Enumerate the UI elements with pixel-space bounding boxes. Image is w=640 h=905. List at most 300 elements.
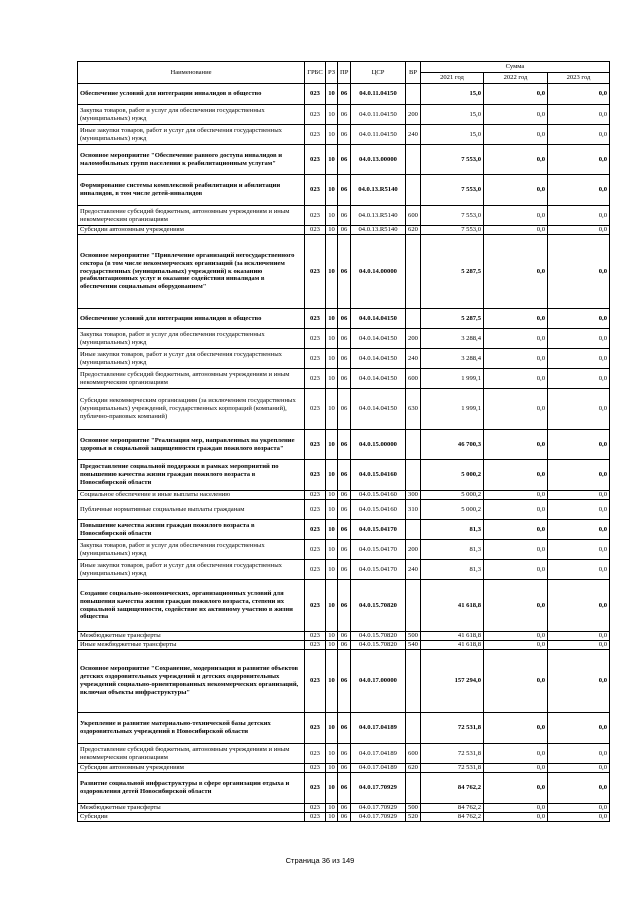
cell-2023: 0,0: [548, 580, 610, 632]
cell-csr: 04.0.15.70820: [351, 641, 406, 650]
cell-2022: 0,0: [484, 226, 548, 235]
cell-2021: 7 553,0: [421, 175, 484, 206]
cell-csr: 04.0.17.70929: [351, 804, 406, 813]
cell-2023: 0,0: [548, 500, 610, 520]
cell-rz: 10: [326, 349, 338, 369]
cell-2022: 0,0: [484, 560, 548, 580]
cell-name: Предоставление субсидий бюджетным, автономным учреждениям и иным некоммерческим организациям: [78, 369, 305, 389]
cell-2021: 81,3: [421, 540, 484, 560]
cell-vr: 600: [406, 369, 421, 389]
cell-csr: 04.0.13.00000: [351, 145, 406, 175]
cell-2021: 15,0: [421, 125, 484, 145]
cell-rz: 10: [326, 560, 338, 580]
cell-2023: 0,0: [548, 540, 610, 560]
cell-pr: 06: [338, 226, 351, 235]
cell-vr: 620: [406, 764, 421, 773]
cell-2023: 0,0: [548, 713, 610, 744]
cell-2022: 0,0: [484, 329, 548, 349]
cell-2021: 72 531,8: [421, 744, 484, 764]
cell-2021: 81,3: [421, 560, 484, 580]
cell-name: Иные закупки товаров, работ и услуг для обеспечения государственных (муниципальных) нужд: [78, 125, 305, 145]
cell-2022: 0,0: [484, 349, 548, 369]
cell-2021: 7 553,0: [421, 226, 484, 235]
cell-name: Межбюджетные трансферты: [78, 632, 305, 641]
cell-2022: 0,0: [484, 175, 548, 206]
cell-2022: 0,0: [484, 713, 548, 744]
cell-rz: 10: [326, 235, 338, 309]
cell-grbs: 023: [305, 650, 326, 713]
cell-grbs: 023: [305, 125, 326, 145]
cell-name: Обеспечение условий для интеграции инвалидов в общество: [78, 84, 305, 105]
cell-2023: 0,0: [548, 145, 610, 175]
cell-2023: 0,0: [548, 430, 610, 460]
cell-grbs: 023: [305, 804, 326, 813]
budget-table: [77, 61, 610, 822]
table-row: [78, 349, 610, 369]
cell-2023: 0,0: [548, 744, 610, 764]
cell-grbs: 023: [305, 309, 326, 329]
cell-name: Иные межбюджетные трансферты: [78, 641, 305, 650]
cell-pr: 06: [338, 813, 351, 822]
cell-grbs: 023: [305, 329, 326, 349]
cell-grbs: 023: [305, 349, 326, 369]
cell-pr: 06: [338, 744, 351, 764]
cell-2023: 0,0: [548, 235, 610, 309]
cell-name: Закупка товаров, работ и услуг для обеспечения государственных (муниципальных) нужд: [78, 105, 305, 125]
table-row: [78, 560, 610, 580]
cell-2023: 0,0: [548, 632, 610, 641]
cell-grbs: 023: [305, 500, 326, 520]
cell-vr: 620: [406, 226, 421, 235]
header-sum: Сумма: [421, 62, 610, 73]
cell-name: Обеспечение условий для интеграции инвалидов в общество: [78, 309, 305, 329]
cell-csr: 04.0.17.04189: [351, 713, 406, 744]
table-row: [78, 491, 610, 500]
cell-grbs: 023: [305, 744, 326, 764]
cell-grbs: 023: [305, 175, 326, 206]
table-row: [78, 520, 610, 540]
cell-pr: 06: [338, 175, 351, 206]
header-year-2021: 2021 год: [421, 73, 484, 84]
cell-csr: 04.0.15.04170: [351, 560, 406, 580]
cell-csr: 04.0.15.70820: [351, 580, 406, 632]
cell-vr: [406, 309, 421, 329]
cell-rz: 10: [326, 813, 338, 822]
cell-csr: 04.0.14.04150: [351, 329, 406, 349]
table-row: [78, 145, 610, 175]
cell-csr: 04.0.13.R5140: [351, 226, 406, 235]
cell-name: Основное мероприятие "Реализация мер, направленных на укрепление здоровья и социальной защищенности граждан пожилого возраста": [78, 430, 305, 460]
table-row: [78, 500, 610, 520]
cell-name: Предоставление социальной поддержки в рамках мероприятий по повышению качества жизни граждан пожилого возраста в Новосибирской области: [78, 460, 305, 491]
table-row: [78, 206, 610, 226]
cell-2023: 0,0: [548, 175, 610, 206]
cell-grbs: 023: [305, 206, 326, 226]
table-row: [78, 813, 610, 822]
cell-rz: 10: [326, 713, 338, 744]
cell-2021: 84 762,2: [421, 813, 484, 822]
cell-csr: 04.0.15.04170: [351, 520, 406, 540]
table-row: [78, 460, 610, 491]
cell-grbs: 023: [305, 773, 326, 804]
cell-rz: 10: [326, 650, 338, 713]
cell-2022: 0,0: [484, 500, 548, 520]
cell-rz: 10: [326, 460, 338, 491]
table-row: [78, 650, 610, 713]
cell-name: Закупка товаров, работ и услуг для обеспечения государственных (муниципальных) нужд: [78, 329, 305, 349]
cell-name: Формирование системы комплексной реабилитации и абилитации инвалидов, в том числе детей-инвалидов: [78, 175, 305, 206]
cell-grbs: 023: [305, 580, 326, 632]
cell-2021: 1 999,1: [421, 369, 484, 389]
cell-2022: 0,0: [484, 369, 548, 389]
cell-2021: 7 553,0: [421, 145, 484, 175]
cell-vr: 540: [406, 641, 421, 650]
header-vr: ВР: [406, 62, 421, 84]
cell-rz: 10: [326, 632, 338, 641]
cell-csr: 04.0.15.04160: [351, 491, 406, 500]
cell-2023: 0,0: [548, 764, 610, 773]
table-row: [78, 226, 610, 235]
cell-2021: 5 000,2: [421, 460, 484, 491]
cell-pr: 06: [338, 430, 351, 460]
cell-2023: 0,0: [548, 641, 610, 650]
cell-name: Основное мероприятие "Привлечение организаций негосударственного сектора (в том числе некоммерческих организаций (за исключением государственных (муниципальных) учреждений) к оказанию реабилитационных услуг и оказание содействия инвалидам в обеспечении социальным оборудованием": [78, 235, 305, 309]
cell-csr: 04.0.15.04160: [351, 500, 406, 520]
cell-rz: 10: [326, 540, 338, 560]
cell-2022: 0,0: [484, 580, 548, 632]
cell-2022: 0,0: [484, 632, 548, 641]
cell-2021: 3 288,4: [421, 329, 484, 349]
cell-2022: 0,0: [484, 520, 548, 540]
cell-2023: 0,0: [548, 349, 610, 369]
cell-pr: 06: [338, 491, 351, 500]
cell-vr: [406, 235, 421, 309]
cell-vr: 240: [406, 125, 421, 145]
cell-csr: 04.0.14.00000: [351, 235, 406, 309]
cell-pr: 06: [338, 125, 351, 145]
cell-2021: 72 531,8: [421, 764, 484, 773]
cell-2021: 157 294,0: [421, 650, 484, 713]
cell-pr: 06: [338, 764, 351, 773]
table-row: [78, 744, 610, 764]
cell-csr: 04.0.14.04150: [351, 349, 406, 369]
cell-rz: 10: [326, 175, 338, 206]
cell-vr: 600: [406, 744, 421, 764]
cell-csr: 04.0.13.R5140: [351, 175, 406, 206]
cell-grbs: 023: [305, 813, 326, 822]
cell-vr: 520: [406, 813, 421, 822]
cell-name: Развитие социальной инфраструктуры в сфере организации отдыха и оздоровления детей Новосибирской области: [78, 773, 305, 804]
cell-grbs: 023: [305, 145, 326, 175]
table-row: [78, 764, 610, 773]
cell-2021: 46 700,3: [421, 430, 484, 460]
header-csr: ЦСР: [351, 62, 406, 84]
cell-vr: [406, 145, 421, 175]
cell-pr: 06: [338, 389, 351, 430]
cell-pr: 06: [338, 329, 351, 349]
cell-rz: 10: [326, 369, 338, 389]
cell-2022: 0,0: [484, 430, 548, 460]
cell-vr: 200: [406, 540, 421, 560]
cell-name: Субсидии некоммерческим организациям (за исключением государственных (муниципальных) учреждений, государственных корпораций (компаний), публично-правовых компаний): [78, 389, 305, 430]
cell-name: Предоставление субсидий бюджетным, автономным учреждениям и иным некоммерческим организациям: [78, 206, 305, 226]
cell-pr: 06: [338, 641, 351, 650]
cell-2021: 81,3: [421, 520, 484, 540]
cell-csr: 04.0.11.04150: [351, 105, 406, 125]
cell-name: Создание социально-экономических, организационных условий для повышения качества жизни граждан пожилого возраста, степени их социальной защищенности, содействие их активному участию в жизни общества: [78, 580, 305, 632]
cell-vr: 200: [406, 329, 421, 349]
table-row: [78, 125, 610, 145]
cell-2023: 0,0: [548, 804, 610, 813]
cell-grbs: 023: [305, 491, 326, 500]
header-year-2022: 2022 год: [484, 73, 548, 84]
cell-pr: 06: [338, 713, 351, 744]
cell-vr: [406, 520, 421, 540]
cell-grbs: 023: [305, 369, 326, 389]
cell-2022: 0,0: [484, 804, 548, 813]
cell-rz: 10: [326, 580, 338, 632]
header-year-2023: 2023 год: [548, 73, 610, 84]
cell-vr: 600: [406, 206, 421, 226]
cell-2021: 1 999,1: [421, 389, 484, 430]
table-row: [78, 713, 610, 744]
cell-csr: 04.0.11.04150: [351, 125, 406, 145]
cell-name: Основное мероприятие "Сохранение, модернизация и развитие объектов детских оздоровительных учреждений и детских оздоровительных учреждений социально-ориентированных некоммерческих организаций, включая объекты инфраструктуры": [78, 650, 305, 713]
cell-pr: 06: [338, 105, 351, 125]
cell-2022: 0,0: [484, 744, 548, 764]
cell-vr: 500: [406, 632, 421, 641]
cell-pr: 06: [338, 206, 351, 226]
cell-vr: 310: [406, 500, 421, 520]
cell-2022: 0,0: [484, 235, 548, 309]
table-header: [78, 62, 610, 84]
table-row: [78, 84, 610, 105]
cell-2023: 0,0: [548, 773, 610, 804]
cell-csr: 04.0.17.00000: [351, 650, 406, 713]
cell-pr: 06: [338, 309, 351, 329]
page-number: Страница 36 из 149: [285, 856, 355, 865]
cell-grbs: 023: [305, 641, 326, 650]
cell-2023: 0,0: [548, 125, 610, 145]
cell-rz: 10: [326, 206, 338, 226]
cell-grbs: 023: [305, 84, 326, 105]
cell-2022: 0,0: [484, 309, 548, 329]
cell-2022: 0,0: [484, 145, 548, 175]
cell-pr: 06: [338, 632, 351, 641]
table-row: [78, 632, 610, 641]
cell-2021: 5 287,5: [421, 235, 484, 309]
cell-2022: 0,0: [484, 389, 548, 430]
cell-grbs: 023: [305, 389, 326, 430]
cell-2022: 0,0: [484, 491, 548, 500]
table-row: [78, 641, 610, 650]
cell-rz: 10: [326, 309, 338, 329]
cell-2021: 5 287,5: [421, 309, 484, 329]
cell-2023: 0,0: [548, 226, 610, 235]
table-body: [78, 84, 610, 822]
table-row: [78, 105, 610, 125]
cell-2023: 0,0: [548, 560, 610, 580]
cell-2022: 0,0: [484, 764, 548, 773]
cell-2021: 84 762,2: [421, 773, 484, 804]
cell-2021: 41 618,8: [421, 632, 484, 641]
cell-name: Повышение качества жизни граждан пожилого возраста в Новосибирской области: [78, 520, 305, 540]
cell-csr: 04.0.17.04189: [351, 744, 406, 764]
cell-rz: 10: [326, 500, 338, 520]
cell-pr: 06: [338, 235, 351, 309]
cell-grbs: 023: [305, 460, 326, 491]
cell-name: Межбюджетные трансферты: [78, 804, 305, 813]
cell-pr: 06: [338, 520, 351, 540]
cell-rz: 10: [326, 145, 338, 175]
cell-name: Закупка товаров, работ и услуг для обеспечения государственных (муниципальных) нужд: [78, 540, 305, 560]
cell-vr: [406, 430, 421, 460]
cell-rz: 10: [326, 105, 338, 125]
cell-2021: 15,0: [421, 84, 484, 105]
cell-grbs: 023: [305, 105, 326, 125]
cell-2022: 0,0: [484, 105, 548, 125]
cell-name: Социальное обеспечение и иные выплаты населению: [78, 491, 305, 500]
cell-2022: 0,0: [484, 540, 548, 560]
cell-name: Субсидии автономным учреждениям: [78, 764, 305, 773]
cell-grbs: 023: [305, 235, 326, 309]
cell-csr: 04.0.14.04150: [351, 309, 406, 329]
header-grbs: ГРБС: [305, 62, 326, 84]
cell-csr: 04.0.17.70929: [351, 813, 406, 822]
cell-grbs: 023: [305, 632, 326, 641]
cell-rz: 10: [326, 520, 338, 540]
cell-pr: 06: [338, 804, 351, 813]
table-row: [78, 329, 610, 349]
cell-pr: 06: [338, 773, 351, 804]
cell-vr: 240: [406, 349, 421, 369]
cell-pr: 06: [338, 349, 351, 369]
cell-name: Предоставление субсидий бюджетным, автономным учреждениям и иным некоммерческим организациям: [78, 744, 305, 764]
cell-csr: 04.0.15.70820: [351, 632, 406, 641]
cell-grbs: 023: [305, 430, 326, 460]
cell-2021: 7 553,0: [421, 206, 484, 226]
cell-pr: 06: [338, 500, 351, 520]
table-row: [78, 804, 610, 813]
table-row: [78, 389, 610, 430]
cell-vr: 200: [406, 105, 421, 125]
cell-2023: 0,0: [548, 84, 610, 105]
cell-grbs: 023: [305, 764, 326, 773]
cell-vr: [406, 713, 421, 744]
cell-csr: 04.0.14.04150: [351, 369, 406, 389]
cell-2022: 0,0: [484, 206, 548, 226]
cell-rz: 10: [326, 764, 338, 773]
cell-vr: [406, 580, 421, 632]
cell-name: Публичные нормативные социальные выплаты гражданам: [78, 500, 305, 520]
cell-2023: 0,0: [548, 206, 610, 226]
cell-vr: [406, 650, 421, 713]
cell-pr: 06: [338, 650, 351, 713]
cell-2023: 0,0: [548, 369, 610, 389]
cell-2022: 0,0: [484, 125, 548, 145]
cell-2023: 0,0: [548, 329, 610, 349]
cell-pr: 06: [338, 580, 351, 632]
cell-2022: 0,0: [484, 641, 548, 650]
cell-pr: 06: [338, 560, 351, 580]
cell-2022: 0,0: [484, 773, 548, 804]
cell-name: Субсидии: [78, 813, 305, 822]
cell-2021: 41 618,8: [421, 641, 484, 650]
cell-csr: 04.0.17.70929: [351, 773, 406, 804]
cell-2023: 0,0: [548, 813, 610, 822]
cell-pr: 06: [338, 540, 351, 560]
table-row: [78, 309, 610, 329]
cell-2023: 0,0: [548, 309, 610, 329]
cell-rz: 10: [326, 804, 338, 813]
cell-pr: 06: [338, 84, 351, 105]
cell-grbs: 023: [305, 520, 326, 540]
cell-vr: 500: [406, 804, 421, 813]
cell-vr: 300: [406, 491, 421, 500]
cell-csr: 04.0.11.04150: [351, 84, 406, 105]
cell-csr: 04.0.15.04170: [351, 540, 406, 560]
cell-pr: 06: [338, 145, 351, 175]
cell-2023: 0,0: [548, 105, 610, 125]
header-pr: ПР: [338, 62, 351, 84]
cell-2021: 72 531,8: [421, 713, 484, 744]
table-row: [78, 235, 610, 309]
cell-rz: 10: [326, 389, 338, 430]
cell-pr: 06: [338, 369, 351, 389]
cell-2023: 0,0: [548, 460, 610, 491]
cell-vr: [406, 773, 421, 804]
header-rz: РЗ: [326, 62, 338, 84]
cell-2022: 0,0: [484, 84, 548, 105]
cell-grbs: 023: [305, 540, 326, 560]
cell-name: Укрепление и развитие материально-технической базы детских оздоровительных учреждений в Новосибирской области: [78, 713, 305, 744]
table-row: [78, 580, 610, 632]
cell-grbs: 023: [305, 713, 326, 744]
cell-csr: 04.0.15.04160: [351, 460, 406, 491]
cell-rz: 10: [326, 430, 338, 460]
cell-name: Основное мероприятие "Обеспечение равного доступа инвалидов и маломобильных групп населения к реабилитационным услугам": [78, 145, 305, 175]
cell-2023: 0,0: [548, 520, 610, 540]
cell-pr: 06: [338, 460, 351, 491]
cell-grbs: 023: [305, 226, 326, 235]
cell-2021: 3 288,4: [421, 349, 484, 369]
cell-rz: 10: [326, 329, 338, 349]
cell-2022: 0,0: [484, 460, 548, 491]
cell-rz: 10: [326, 641, 338, 650]
cell-2022: 0,0: [484, 813, 548, 822]
cell-csr: 04.0.13.R5140: [351, 206, 406, 226]
table-row: [78, 175, 610, 206]
cell-grbs: 023: [305, 560, 326, 580]
header-name: Наименование: [78, 62, 305, 84]
cell-rz: 10: [326, 84, 338, 105]
cell-2021: 84 762,2: [421, 804, 484, 813]
cell-2021: 15,0: [421, 105, 484, 125]
cell-csr: 04.0.14.04150: [351, 389, 406, 430]
cell-vr: [406, 460, 421, 491]
cell-vr: 630: [406, 389, 421, 430]
cell-csr: 04.0.15.00000: [351, 430, 406, 460]
table-row: [78, 369, 610, 389]
table-row: [78, 430, 610, 460]
cell-2022: 0,0: [484, 650, 548, 713]
cell-2021: 5 000,2: [421, 491, 484, 500]
cell-rz: 10: [326, 125, 338, 145]
cell-rz: 10: [326, 226, 338, 235]
cell-vr: [406, 84, 421, 105]
cell-csr: 04.0.17.04189: [351, 764, 406, 773]
cell-rz: 10: [326, 491, 338, 500]
